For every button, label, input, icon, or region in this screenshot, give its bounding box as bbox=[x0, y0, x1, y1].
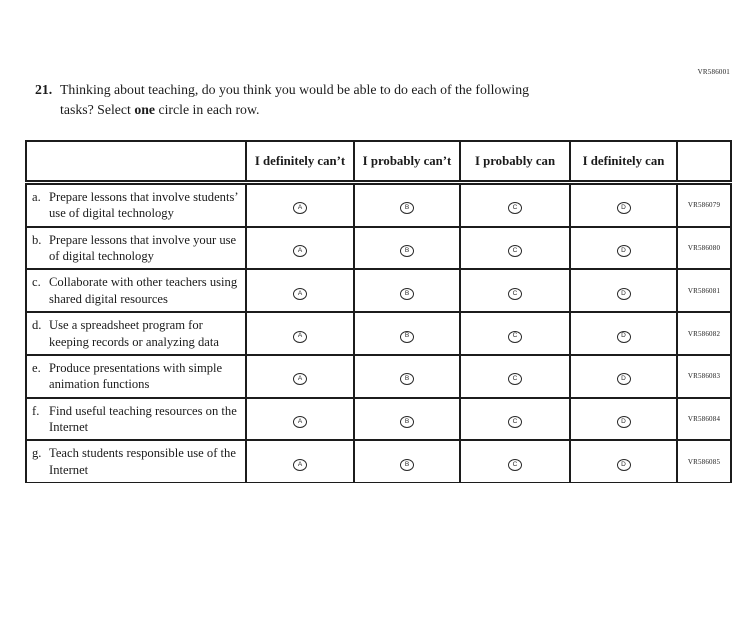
task-cell bbox=[26, 355, 246, 398]
task-cell bbox=[26, 312, 246, 355]
option-circle-d[interactable] bbox=[617, 459, 631, 471]
option-cell-probably-can bbox=[460, 398, 570, 441]
task-label: Teach students responsible use of the Internet bbox=[49, 446, 236, 477]
option-letter: C bbox=[512, 375, 518, 383]
option-letter: A bbox=[297, 332, 303, 340]
table-row bbox=[26, 398, 731, 441]
option-circle-a[interactable] bbox=[293, 202, 307, 214]
response-table bbox=[25, 140, 732, 483]
option-letter: B bbox=[404, 204, 410, 212]
option-circle-a[interactable] bbox=[293, 373, 307, 385]
task-cell bbox=[26, 398, 246, 441]
task-cell bbox=[26, 183, 246, 227]
option-letter: D bbox=[621, 204, 626, 212]
option-cell-probably-cant bbox=[354, 398, 460, 441]
option-circle-b[interactable] bbox=[400, 245, 414, 257]
option-circle-d[interactable] bbox=[617, 288, 631, 300]
option-circle-c[interactable] bbox=[508, 288, 522, 300]
option-cell-definitely-cant bbox=[246, 183, 354, 227]
row-code: VR586079 bbox=[677, 183, 731, 227]
task-label: Find useful teaching resources on the Internet bbox=[49, 403, 237, 434]
option-circle-a[interactable] bbox=[293, 245, 307, 257]
option-circle-b[interactable] bbox=[400, 331, 414, 343]
option-cell-probably-can bbox=[460, 183, 570, 227]
row-code: VR586085 bbox=[677, 440, 731, 482]
option-circle-a[interactable] bbox=[293, 416, 307, 428]
option-letter: B bbox=[404, 332, 410, 340]
option-cell-definitely-cant bbox=[246, 355, 354, 398]
option-circle-c[interactable] bbox=[508, 416, 522, 428]
option-letter: A bbox=[297, 460, 303, 468]
option-letter: C bbox=[512, 204, 518, 212]
column-header-probably-can: I probably can bbox=[460, 141, 570, 183]
option-circle-c[interactable] bbox=[508, 202, 522, 214]
task-label: Prepare lessons that involve your use of digital technology bbox=[49, 232, 237, 264]
option-cell-probably-cant bbox=[354, 269, 460, 312]
column-header-definitely-cant: I definitely can’t bbox=[246, 141, 354, 183]
option-circle-a[interactable] bbox=[293, 288, 307, 300]
option-cell-probably-cant bbox=[354, 440, 460, 482]
option-letter: B bbox=[404, 418, 410, 426]
option-cell-probably-can bbox=[460, 227, 570, 270]
table-row bbox=[26, 269, 731, 312]
row-letter: g. bbox=[32, 446, 42, 461]
option-circle-d[interactable] bbox=[617, 331, 631, 343]
question-line-1: Thinking about teaching, do you think you would be able to do each of the following bbox=[60, 82, 529, 97]
option-letter: A bbox=[297, 289, 303, 297]
option-circle-c[interactable] bbox=[508, 459, 522, 471]
option-letter: A bbox=[297, 375, 303, 383]
option-letter: B bbox=[404, 247, 410, 255]
row-letter: c. bbox=[32, 275, 41, 290]
option-letter: C bbox=[512, 247, 518, 255]
task-label: Collaborate with other teachers using shared digital resources bbox=[49, 275, 238, 306]
option-cell-definitely-cant bbox=[246, 398, 354, 441]
task-cell bbox=[26, 269, 246, 312]
row-code: VR586081 bbox=[677, 269, 731, 312]
task-header-cell bbox=[26, 141, 246, 183]
task-label: Use a spreadsheet program for keeping records or analyzing data bbox=[49, 318, 219, 349]
task-cell bbox=[26, 227, 246, 270]
bold-word: one bbox=[134, 102, 156, 117]
option-cell-definitely-cant bbox=[246, 227, 354, 270]
task-label: Prepare lessons that involve students’ use of digital technology bbox=[49, 190, 238, 221]
option-letter: A bbox=[297, 204, 303, 212]
option-cell-definitely-cant bbox=[246, 269, 354, 312]
option-cell-probably-cant bbox=[354, 227, 460, 270]
option-circle-b[interactable] bbox=[400, 373, 414, 385]
option-cell-probably-can bbox=[460, 312, 570, 355]
option-circle-d[interactable] bbox=[617, 373, 631, 385]
option-circle-d[interactable] bbox=[617, 416, 631, 428]
option-cell-definitely-can bbox=[570, 440, 677, 482]
task-label: Produce presentations with simple animation functions bbox=[49, 360, 223, 392]
option-letter: A bbox=[297, 247, 303, 255]
option-cell-probably-can bbox=[460, 355, 570, 398]
option-cell-probably-cant bbox=[354, 183, 460, 227]
option-circle-d[interactable] bbox=[617, 245, 631, 257]
option-circle-a[interactable] bbox=[293, 331, 307, 343]
table-row bbox=[26, 440, 731, 482]
question-block bbox=[35, 80, 675, 120]
task-cell bbox=[26, 440, 246, 482]
option-circle-c[interactable] bbox=[508, 373, 522, 385]
option-cell-definitely-can bbox=[570, 269, 677, 312]
table-row bbox=[26, 355, 731, 398]
option-letter: D bbox=[621, 375, 626, 383]
question-text bbox=[60, 80, 675, 120]
row-code: VR586084 bbox=[677, 398, 731, 441]
option-letter: D bbox=[621, 460, 626, 468]
option-circle-b[interactable] bbox=[400, 288, 414, 300]
option-letter: B bbox=[404, 289, 410, 297]
option-cell-definitely-cant bbox=[246, 312, 354, 355]
option-cell-probably-can bbox=[460, 269, 570, 312]
row-letter: f. bbox=[32, 403, 40, 418]
option-letter: A bbox=[297, 418, 303, 426]
option-letter: C bbox=[512, 332, 518, 340]
question-number: 21. bbox=[35, 82, 53, 97]
row-letter: b. bbox=[32, 232, 42, 247]
option-circle-d[interactable] bbox=[617, 202, 631, 214]
option-letter: C bbox=[512, 418, 518, 426]
question-line-2: tasks? Select one circle in each row. bbox=[60, 102, 260, 117]
table-row bbox=[26, 227, 731, 270]
option-cell-definitely-can bbox=[570, 355, 677, 398]
row-letter: d. bbox=[32, 318, 42, 333]
option-cell-definitely-can bbox=[570, 183, 677, 227]
option-circle-b[interactable] bbox=[400, 459, 414, 471]
option-circle-c[interactable] bbox=[508, 245, 522, 257]
option-circle-b[interactable] bbox=[400, 416, 414, 428]
option-letter: D bbox=[621, 418, 626, 426]
row-letter: a. bbox=[32, 190, 41, 204]
option-circle-a[interactable] bbox=[293, 459, 307, 471]
code-header-cell bbox=[677, 141, 731, 183]
table-row bbox=[26, 183, 731, 227]
option-letter: D bbox=[621, 289, 626, 297]
option-cell-probably-cant bbox=[354, 355, 460, 398]
column-header-definitely-can: I definitely can bbox=[570, 141, 677, 183]
row-code: VR586082 bbox=[677, 312, 731, 355]
option-letter: B bbox=[404, 375, 410, 383]
row-letter: e. bbox=[32, 360, 41, 375]
option-cell-probably-cant bbox=[354, 312, 460, 355]
option-letter: C bbox=[512, 289, 518, 297]
row-code: VR586083 bbox=[677, 355, 731, 398]
form-code: VR586001 bbox=[697, 68, 730, 76]
option-letter: D bbox=[621, 332, 626, 340]
row-code: VR586080 bbox=[677, 227, 731, 270]
header-row bbox=[26, 141, 731, 183]
option-circle-b[interactable] bbox=[400, 202, 414, 214]
option-letter: D bbox=[621, 247, 626, 255]
option-circle-c[interactable] bbox=[508, 331, 522, 343]
option-cell-probably-can bbox=[460, 440, 570, 482]
option-cell-definitely-cant bbox=[246, 440, 354, 482]
table-row bbox=[26, 312, 731, 355]
option-cell-definitely-can bbox=[570, 398, 677, 441]
option-letter: C bbox=[512, 460, 518, 468]
column-header-probably-cant: I probably can’t bbox=[354, 141, 460, 183]
option-cell-definitely-can bbox=[570, 312, 677, 355]
option-cell-definitely-can bbox=[570, 227, 677, 270]
option-letter: B bbox=[404, 460, 410, 468]
